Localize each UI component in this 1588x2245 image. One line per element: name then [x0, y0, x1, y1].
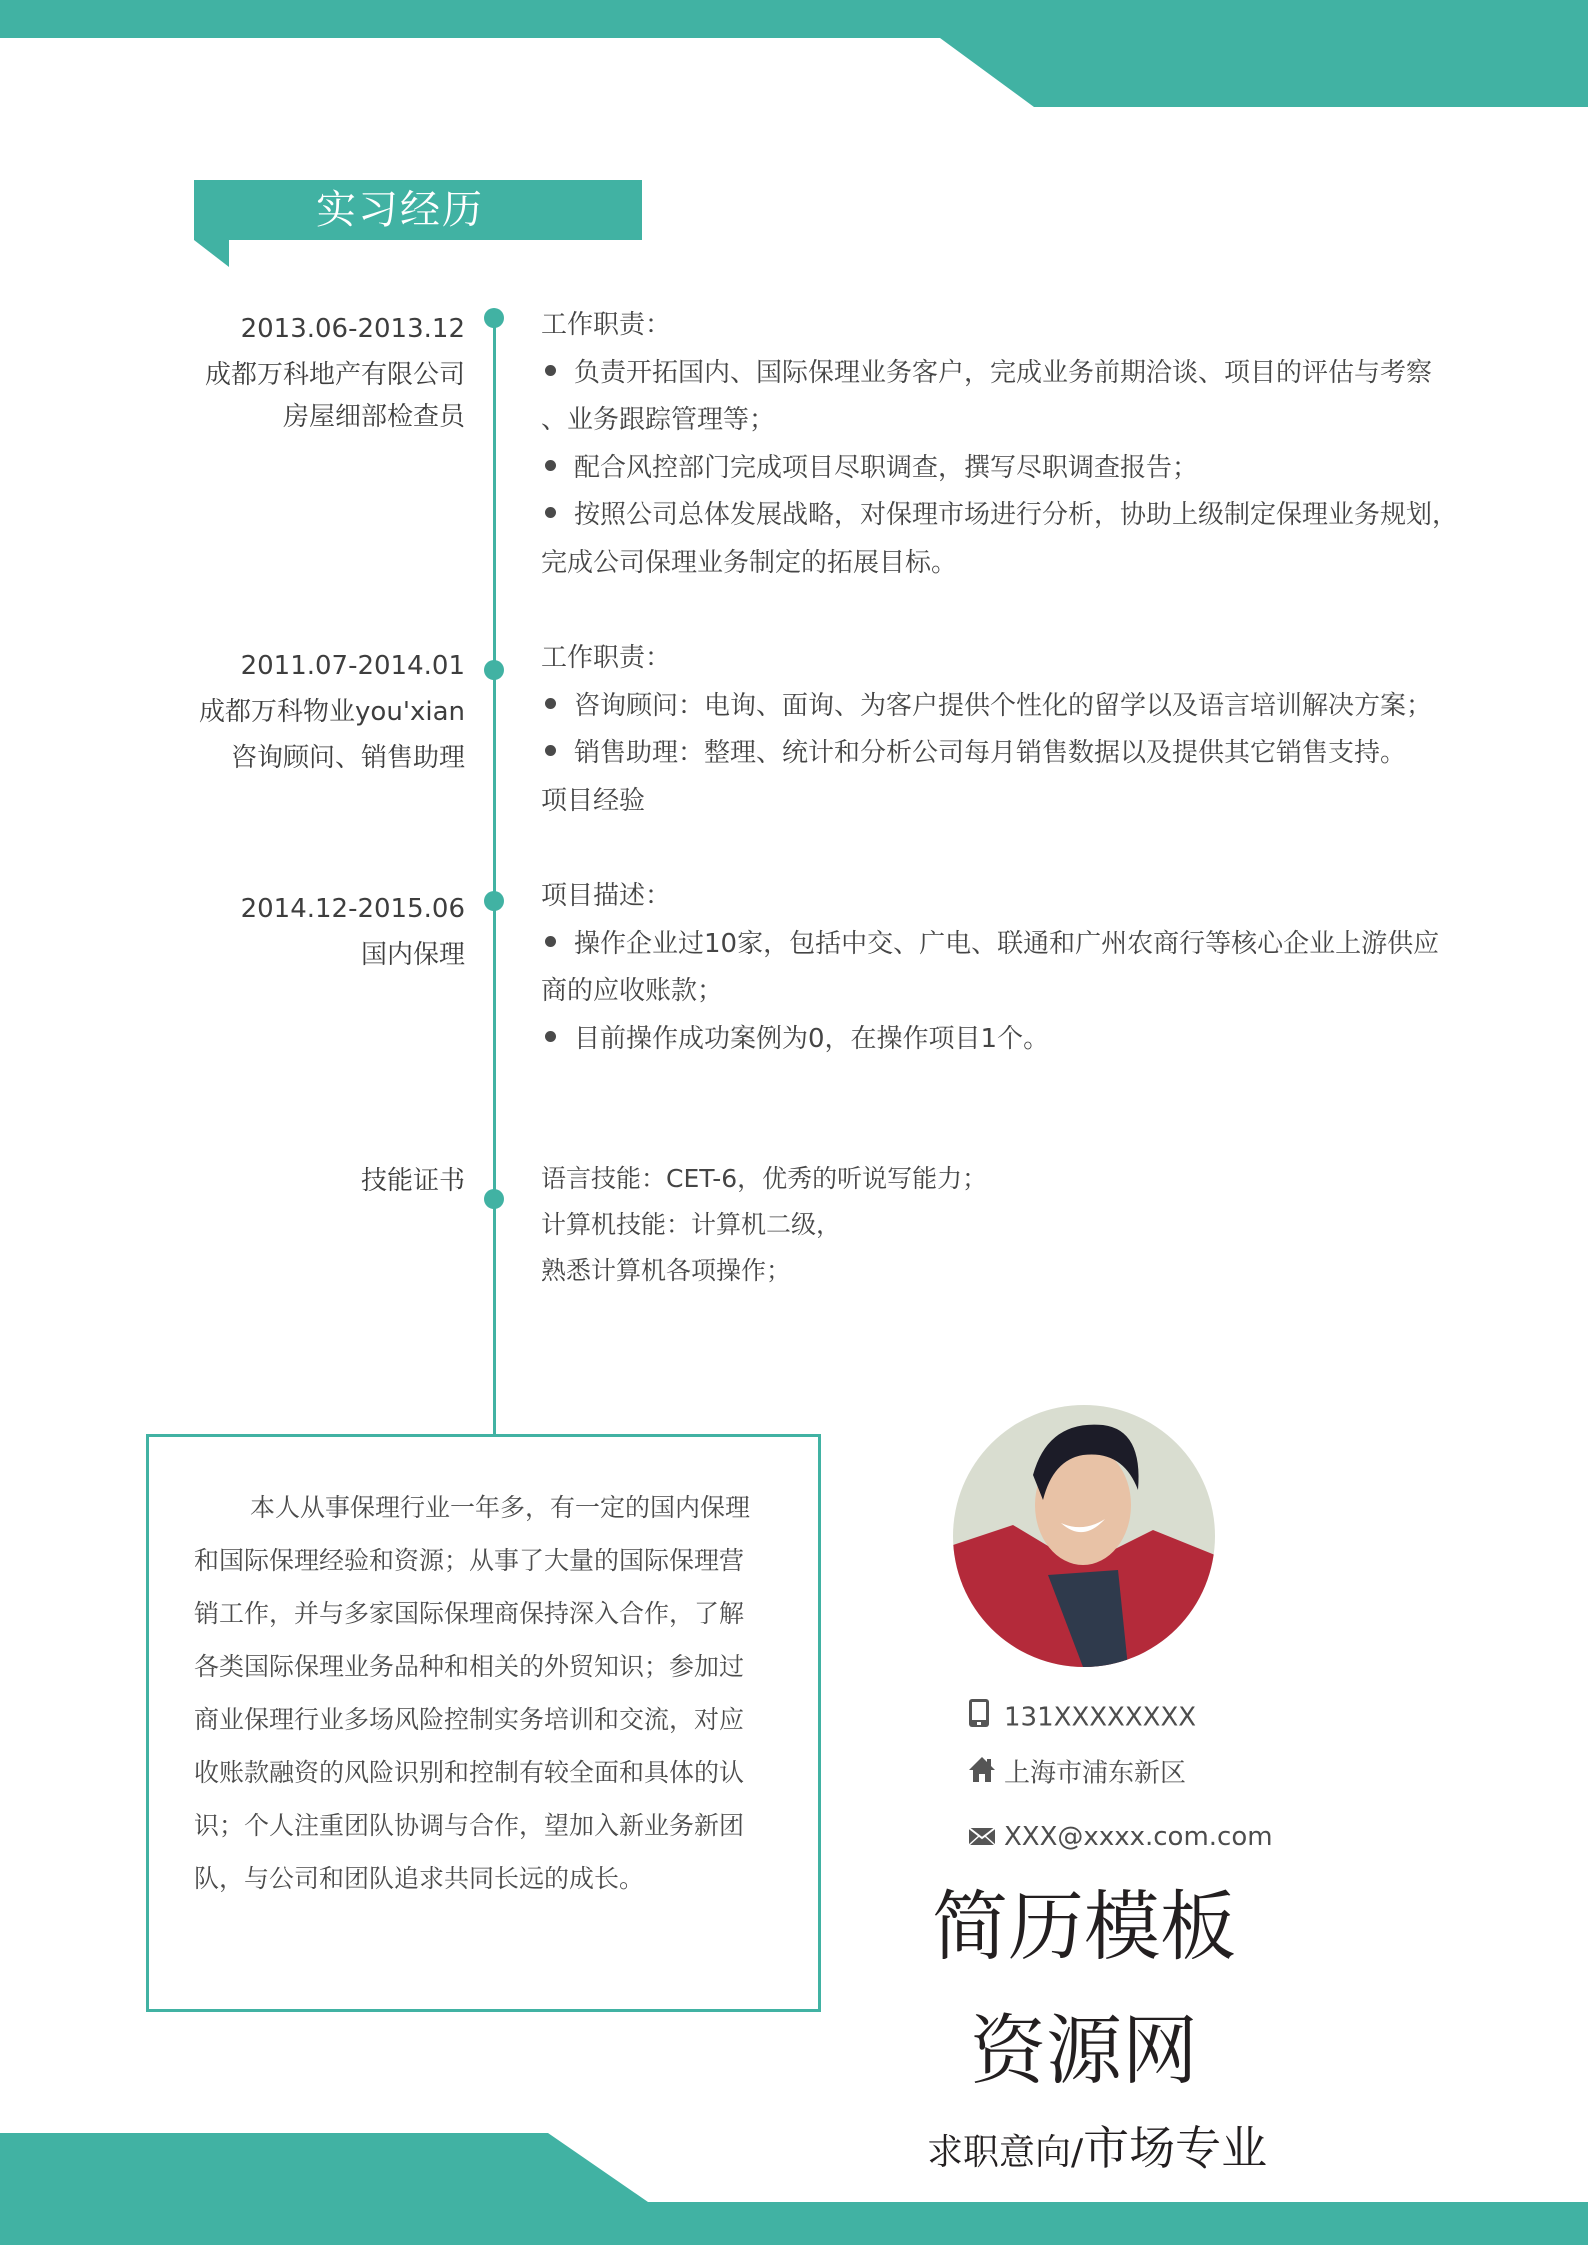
entry-organization: 成都万科物业you'xian [199, 697, 465, 727]
intro-line: 识；个人注重团队协调与合作，望加入新业务新团 [194, 1811, 745, 1840]
mobile-phone-icon [968, 1698, 996, 1738]
entry-organization: 成都万科地产有限公司 [204, 360, 465, 390]
intro-line: 收账款融资的风险识别和控制有较全面和具体的认 [194, 1758, 745, 1787]
entry-role: 房屋细部检查员 [282, 402, 465, 432]
bullet-icon [545, 698, 556, 709]
home-icon [968, 1755, 996, 1793]
bullet-icon [545, 936, 556, 947]
timeline-entry-meta [205, 306, 465, 440]
timeline-entry-meta [199, 643, 465, 781]
phone-number: 131XXXXXXXX [1004, 1702, 1197, 1733]
bullet-icon [545, 1031, 556, 1042]
job-intent-value: 市场专业 [1083, 2121, 1268, 2175]
bullet-icon [545, 460, 556, 471]
section-title: 实习经历 [316, 187, 484, 233]
detail-line: 商的应收账款； [541, 976, 724, 1006]
timeline-dot [484, 308, 504, 328]
profile-photo [953, 1405, 1215, 1667]
timeline-entry-details [541, 873, 1471, 1063]
portrait-icon [953, 1405, 1215, 1667]
timeline-entry-meta [241, 886, 465, 978]
detail-line: 负责开拓国内、国际保理业务客户，完成业务前期洽谈、项目的评估与考察 [541, 350, 1471, 398]
entry-heading: 项目描述： [541, 881, 672, 911]
bullet-icon [545, 745, 556, 756]
section-title-banner [194, 180, 642, 240]
detail-line: 项目经验 [541, 785, 646, 816]
address-text: 上海市浦东新区 [1004, 1758, 1187, 1789]
skills-details [541, 1156, 1471, 1294]
intro-line: 销工作，并与多家国际保理商保持深入合作，了解 [194, 1599, 745, 1628]
detail-line: 、业务跟踪管理等； [541, 405, 776, 435]
intro-line: 商业保理行业多场风险控制实务培训和交流，对应 [194, 1705, 745, 1734]
intro-line: 和国际保理经验和资源；从事了大量的国际保理营 [194, 1546, 745, 1575]
skill-line: 熟悉计算机各项操作； [541, 1256, 792, 1285]
name-title-line1: 简历模板 [932, 1882, 1236, 1971]
timeline-entry-details [541, 635, 1471, 825]
detail-line: 完成公司保理业务制定的拓展目标。 [541, 547, 958, 578]
intro-line: 队，与公司和团队追求共同长远的成长。 [194, 1864, 645, 1893]
skill-line: 计算机技能：计算机二级， [541, 1210, 842, 1239]
intro-line: 各类国际保理业务品种和相关的外贸知识；参加过 [194, 1652, 745, 1681]
detail-line: 按照公司总体发展战略，对保理市场进行分析，协助上级制定保理业务规划， [541, 492, 1471, 540]
contact-address [968, 1755, 1186, 1793]
timeline-line [493, 318, 496, 1434]
self-introduction-text [194, 1481, 751, 1905]
timeline-dot [484, 660, 504, 680]
detail-line: 销售助理：整理、统计和分析公司每月销售数据以及提供其它销售支持。 [541, 730, 1471, 778]
timeline-dot [484, 1189, 504, 1209]
envelope-icon [968, 1820, 996, 1856]
timeline-entry-details [541, 302, 1471, 587]
contact-email [968, 1819, 1273, 1856]
job-intent [927, 2112, 1267, 2178]
entry-organization: 国内保理 [360, 940, 465, 970]
detail-line: 目前操作成功案例为0，在操作项目1个。 [541, 1016, 1471, 1064]
entry-date: 2014.12-2015.06 [240, 894, 465, 924]
detail-line: 咨询顾问：电询、面询、为客户提供个性化的留学以及语言培训解决方案； [541, 683, 1471, 731]
entry-date: 2011.07-2014.01 [240, 651, 465, 681]
detail-line: 操作企业过10家，包括中交、广电、联通和广州农商行等核心企业上游供应 [541, 921, 1471, 969]
intro-line: 本人从事保理行业一年多，有一定的国内保理 [250, 1493, 751, 1522]
entry-heading: 工作职责： [541, 643, 672, 673]
job-intent-label: 求职意向/ [927, 2132, 1084, 2173]
entry-date: 2013.06-2013.12 [240, 314, 465, 344]
entry-heading: 工作职责： [541, 310, 672, 340]
contact-phone [968, 1698, 1196, 1738]
skills-label-wrap [361, 1158, 465, 1204]
email-address: XXX@xxxx.com.com [1004, 1822, 1273, 1852]
bullet-icon [545, 507, 556, 518]
bullet-icon [545, 365, 556, 376]
skill-line: 语言技能：CET-6，优秀的听说写能力； [541, 1164, 988, 1193]
timeline-dot [484, 891, 504, 911]
detail-line: 配合风控部门完成项目尽职调查，撰写尽职调查报告； [541, 445, 1471, 493]
name-title-line2: 资源网 [970, 2006, 1198, 2095]
skills-label: 技能证书 [360, 1166, 465, 1196]
entry-role: 咨询顾问、销售助理 [230, 743, 465, 773]
